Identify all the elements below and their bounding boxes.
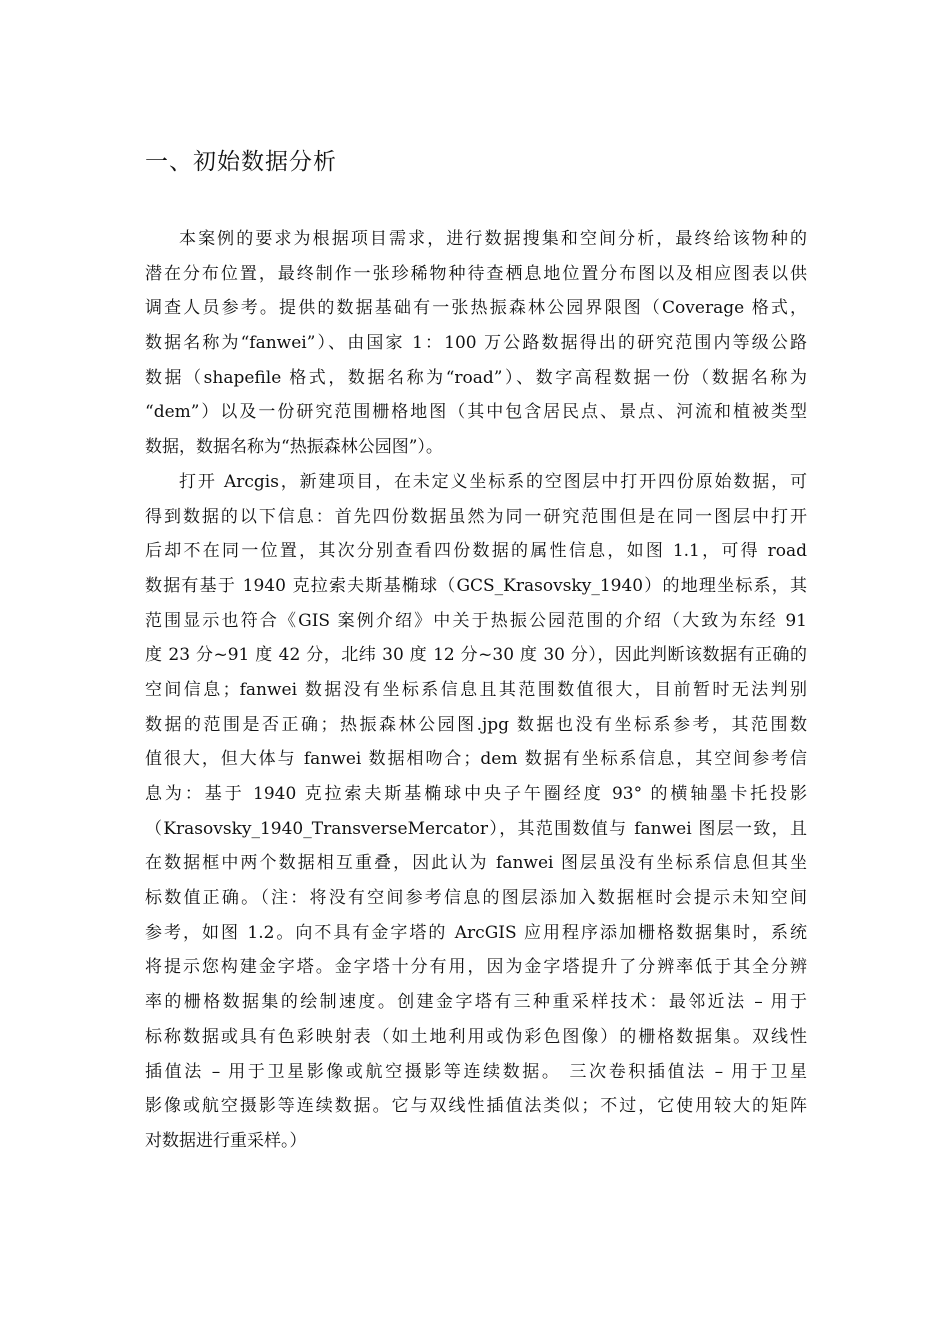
paragraph-line: 数据名称为“fanwei”）、由国家 1：100 万公路数据得出的研究范围内等级公路: [145, 333, 807, 354]
paragraph-line: 本案例的要求为根据项目需求，进行数据搜集和空间分析，最终给该物种的: [179, 229, 807, 249]
paragraph-line: 标数值正确。（注：将没有空间参考信息的图层添加入数据框时会提示未知空间: [145, 888, 807, 909]
paragraph-line: 潜在分布位置，最终制作一张珍稀物种待查栖息地位置分布图以及相应图表以供: [145, 263, 807, 284]
paragraph-line: 对数据进行重采样。）: [145, 1130, 307, 1151]
paragraph-line: 空间信息；fanwei 数据没有坐标系信息且其范围数值很大，目前暂时无法判别: [145, 679, 807, 700]
paragraph-line: 数据，数据名称为“热振森林公园图”）。: [145, 437, 443, 458]
paragraph-line: 值很大，但大体与 fanwei 数据相吻合；dem 数据有坐标系信息，其空间参考信: [145, 749, 807, 770]
paragraph-line: 打开 Arcgis，新建项目，在未定义坐标系的空图层中打开四份原始数据，可: [179, 471, 807, 492]
paragraph-line: 参考，如图 1.2。向不具有金字塔的 ArcGIS 应用程序添加栅格数据集时，系统: [145, 922, 807, 943]
paragraph-line: 范围显示也符合《GIS 案例介绍》中关于热振公园范围的介绍（大致为东经 91: [145, 610, 807, 631]
section-heading: 一、初始数据分析: [145, 149, 337, 175]
body-text: [145, 222, 807, 1159]
paragraph-line: 得到数据的以下信息：首先四份数据虽然为同一研究范围但是在同一图层中打开: [145, 506, 807, 527]
paragraph-line: 率的栅格数据集的绘制速度。创建金字塔有三种重采样技术：最邻近法 – 用于: [145, 992, 807, 1013]
paragraph-line: （Krasovsky_1940_TransverseMercator），其范围数值与 fanwei 图层一致，且: [145, 818, 807, 839]
paragraph-line: 数据有基于 1940 克拉索夫斯基椭球（GCS_Krasovsky_1940）的地理坐标系，其: [145, 575, 807, 596]
paragraph-line: 在数据框中两个数据相互重叠，因此认为 fanwei 图层虽没有坐标系信息但其坐: [145, 853, 807, 874]
paragraph-line: 将提示您构建金字塔。金字塔十分有用，因为金字塔提升了分辨率低于其全分辨: [145, 957, 807, 978]
paragraph-2: [145, 465, 807, 1159]
paragraph-line: 影像或航空摄影等连续数据。它与双线性插值法类似；不过，它使用较大的矩阵: [145, 1096, 807, 1117]
paragraph-line: 息为：基于 1940 克拉索夫斯基椭球中央子午圈经度 93° 的横轴墨卡托投影: [145, 784, 807, 804]
paragraph-line: 数据的范围是否正确；热振森林公园图.jpg 数据也没有坐标系参考，其范围数: [145, 714, 807, 735]
paragraph-line: 度 23 分~91 度 42 分，北纬 30 度 12 分~30 度 30 分），因此判断该数据有正确的: [145, 645, 807, 666]
paragraph-line: 数据（shapefile 格式，数据名称为“road”）、数字高程数据一份（数据名称为: [145, 367, 807, 388]
paragraph-1: [145, 222, 807, 465]
paragraph-line: 后却不在同一位置，其次分别查看四份数据的属性信息，如图 1.1，可得 road: [145, 541, 807, 562]
paragraph-line: 插值法 – 用于卫星影像或航空摄影等连续数据。 三次卷积插值法 – 用于卫星: [145, 1061, 807, 1082]
paragraph-line: 调查人员参考。提供的数据基础有一张热振森林公园界限图（Coverage 格式，: [145, 298, 807, 319]
paragraph-line: “dem”）以及一份研究范围栅格地图（其中包含居民点、景点、河流和植被类型: [145, 402, 807, 423]
paragraph-line: 标称数据或具有色彩映射表（如土地利用或伪彩色图像）的栅格数据集。双线性: [145, 1026, 807, 1047]
